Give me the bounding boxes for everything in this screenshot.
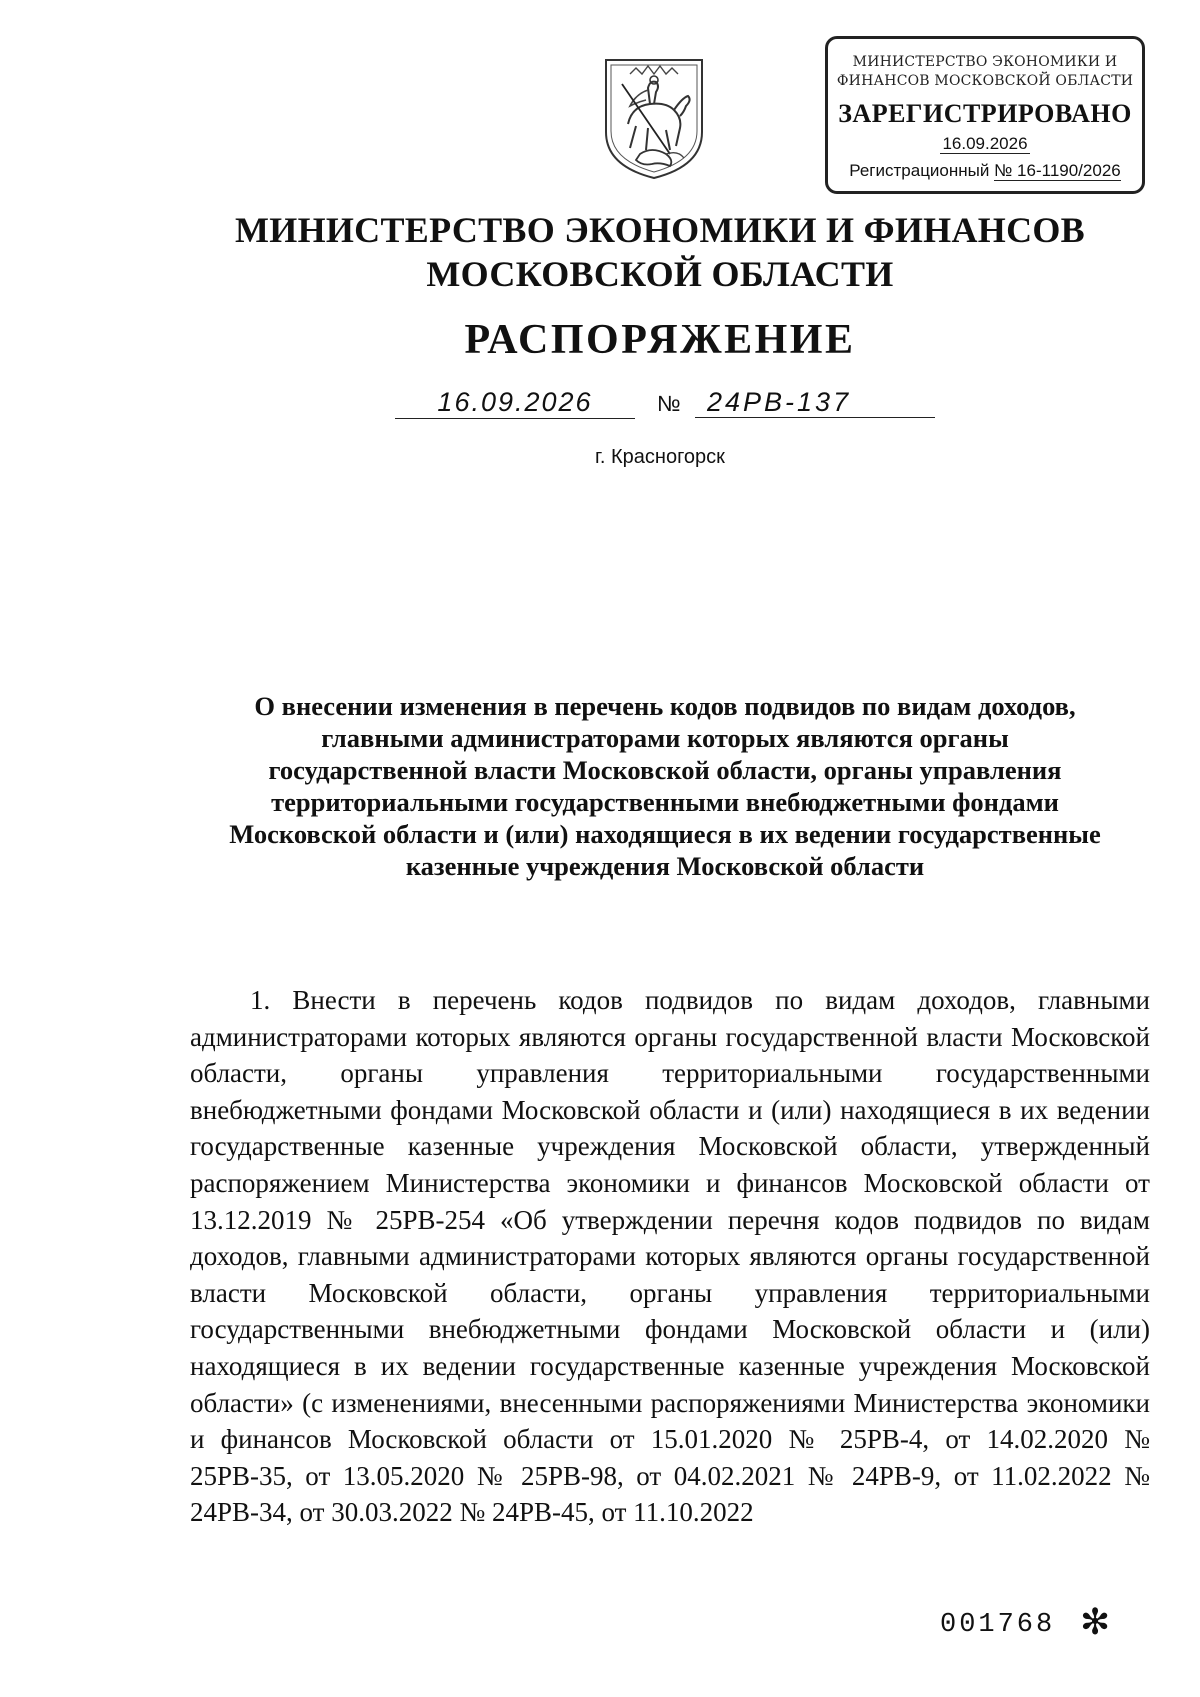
city: г. Красногорск: [595, 446, 725, 468]
document-number: 24РВ-137: [695, 386, 935, 418]
stamp-org-line: ФИНАНСОВ МОСКОВСКОЙ ОБЛАСТИ: [836, 73, 1134, 89]
stamp-date: 16.09.2026: [942, 134, 1028, 153]
stamp-reg-number: № 16-1190/2026: [994, 161, 1121, 180]
document-title-line: казенные учреждения Московской области: [405, 851, 925, 881]
document-date: 16.09.2026: [395, 386, 635, 419]
document-type: РАСПОРЯЖЕНИЕ: [464, 317, 856, 363]
number-sign: №: [657, 391, 681, 416]
serial-number: 001768: [940, 1610, 1056, 1640]
document-title-line: Московской области и (или) находящиеся в их ведении государственные: [229, 819, 1101, 849]
stamp-registration: [828, 161, 1142, 181]
coat-of-arms-icon: [600, 54, 708, 182]
body-paragraph: 1. Внести в перечень кодов подвидов по видам доходов, главными администраторами которых являются органы государственной власти Московской области, органы управления территориальными государственными внебюджетными фондами Московской области и (или) находящиеся в их ведении государственные казенные учреждения Московской области, утвержденный распоряжением Министерства экономики и финансов Московской области от 13.12.2019 № 25РВ-254 «Об утверждении перечня кодов подвидов по видам доходов, главными администраторами которых являются органы государственной власти Московской области, органы управления территориальными государственными внебюджетными фондами Московской области и (или) находящиеся в их ведении государственные казенные учреждения Московской области» (с изменениями, внесенными распоряжениями Министерства экономики и финансов Московской области от 15.01.2020 № 25РВ-4, от 14.02.2020 № 25РВ-35, от 13.05.2020 № 25РВ-98, от 04.02.2021 № 24РВ-9, от 11.02.2022 № 24РВ-34, от 30.03.2022 № 24РВ-45, от 11.10.2022: [190, 985, 1150, 1528]
stamp-org-line: МИНИСТЕРСТВО ЭКОНОМИКИ И: [852, 54, 1118, 70]
ministry-name: [0, 208, 1200, 296]
document-title: [190, 690, 1140, 882]
ministry-name-line: МОСКОВСКОЙ ОБЛАСТИ: [426, 254, 894, 294]
stamp-organization: [828, 53, 1142, 91]
stamp-title: ЗАРЕГИСТРИРОВАНО: [838, 99, 1132, 128]
document-title-line: государственной власти Московской области, органы управления: [268, 755, 1062, 785]
ministry-name-line: МИНИСТЕРСТВО ЭКОНОМИКИ И ФИНАНСОВ: [234, 210, 1085, 250]
document-title-line: территориальными государственными внебюджетными фондами: [271, 787, 1059, 817]
document-title-line: О внесении изменения в перечень кодов подвидов по видам доходов,: [254, 691, 1076, 721]
asterisk-icon: ✻: [1080, 1602, 1111, 1643]
registration-stamp: [825, 36, 1145, 194]
document-title-line: главными администраторами которых являются органы: [321, 723, 1009, 753]
stamp-reg-label: Регистрационный: [849, 161, 995, 180]
